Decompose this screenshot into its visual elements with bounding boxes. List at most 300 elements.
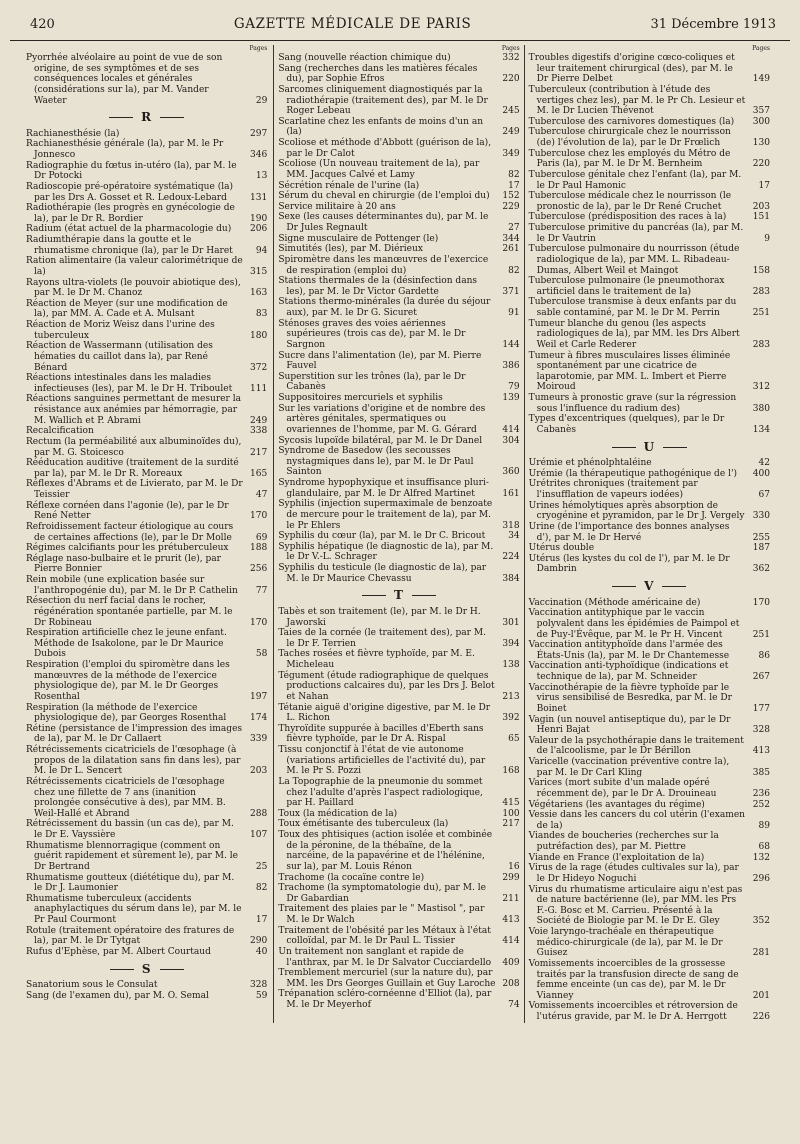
entry-title: Sang (recherches dans les matières fécales du), par Sophie Efros xyxy=(278,63,478,85)
entry-page-number: 27 xyxy=(508,223,520,233)
entry-page-number: 414 xyxy=(502,424,520,435)
entry-title: Rééducation auditive (traitement de la surdité par la), par M. le Dr R. Moreaux xyxy=(26,458,239,479)
section-letter: V xyxy=(529,581,770,592)
entry-title: La Topographie de la pneumonie du sommet chez l'adulte d'après l'aspect radiologique, par H. Paillard xyxy=(278,776,483,809)
index-entry xyxy=(278,276,519,297)
entry-page-number: 9 xyxy=(764,233,770,244)
entry-title: Radioscopie pré-opératoire systématique (la) par les Drs A. Gosset et R. Ledoux-Lebard xyxy=(26,181,234,203)
entry-page-number: 65 xyxy=(508,734,520,745)
index-entry xyxy=(278,499,519,531)
index-entry xyxy=(278,777,519,809)
entry-title: Tuberculose génitale chez l'enfant (la), par M. le Dr Paul Hamonic xyxy=(528,169,742,191)
index-entry xyxy=(26,660,267,703)
entry-title: Trachome (la cocaïne contre le) xyxy=(278,872,425,883)
index-entry xyxy=(26,522,267,543)
pages-column-label: Pages xyxy=(501,45,520,52)
index-entry xyxy=(26,745,267,777)
entry-page-number: 47 xyxy=(255,490,268,500)
entry-page-number: 281 xyxy=(752,948,770,959)
index-entry xyxy=(26,628,267,660)
index-entry xyxy=(529,683,770,715)
index-entry xyxy=(529,319,770,351)
entry-page-number: 201 xyxy=(752,990,770,1001)
entry-title: Urines hémolytiques après absorption de cryogénine et pyramidon, par le Dr J. Vergely xyxy=(528,500,745,522)
entry-title: Tuberculose des carnivores domestiques (la) xyxy=(528,116,735,127)
index-entry xyxy=(278,745,519,777)
entry-title: Réactions intestinales dans les maladies infectieuses (les), par M. le Dr H. Triboulet xyxy=(26,373,233,394)
entry-title: Tuberculeux (contribution à l'étude des vertiges chez les), par M. le Pr Ch. Lesieur et M. le Dr Lucien Thévenot xyxy=(528,84,746,117)
entry-page-number: 296 xyxy=(752,873,770,884)
entry-title: Tuberculose pulmonaire du nourrisson (étude radiologique de la), par MM. L. Ribadeau-Dumas, Albert Weil et Maingot xyxy=(528,244,740,276)
index-entry xyxy=(529,244,770,276)
entry-page-number: 330 xyxy=(752,511,770,522)
entry-title: Radiothérapie (les progrès en gynécologie de la), par le Dr R. Bordier xyxy=(26,203,235,224)
entry-title: Tuberculose (prédisposition des races à la) xyxy=(528,212,727,223)
entry-page-number: 168 xyxy=(502,766,520,777)
entry-page-number: 40 xyxy=(255,946,268,957)
entry-title: Toux émétisante des tuberculeux (la) xyxy=(278,819,449,830)
entry-page-number: 208 xyxy=(502,978,520,989)
index-entry xyxy=(26,341,267,373)
entry-page-number: 304 xyxy=(502,435,520,446)
entry-title: Toux des phtisiques (action isolée et combinée de la péronine, de la thébaïne, de la narcéine, de la papavérine et de l'hélénine, sur la), par M. Louis Rénon xyxy=(278,830,493,872)
entry-page-number: 139 xyxy=(502,393,520,403)
index-entry xyxy=(26,224,267,235)
index-entry xyxy=(529,469,770,480)
entry-page-number: 251 xyxy=(752,308,770,318)
entry-title: Utérus (les kystes du col de l'), par M. le Dr Dambrin xyxy=(528,553,730,575)
entry-title: Résection du nerf facial dans le rocher, régénération spontanée partielle, par M. le Dr Robineau xyxy=(26,596,233,628)
index-entry xyxy=(278,53,519,64)
entry-title: Rachianesthésie générale (la), par M. le Pr Jonnesco xyxy=(26,139,224,160)
entry-page-number: 224 xyxy=(502,552,520,563)
index-entry xyxy=(26,426,267,437)
index-entry xyxy=(26,437,267,458)
entry-title: Rétrécissement du bassin (un cas de), par M. le Dr E. Vayssière xyxy=(26,819,234,840)
index-entry xyxy=(278,703,519,724)
index-entry xyxy=(278,926,519,947)
entry-title: Taches rosées et fièvre typhoïde, par M. E. Micheleau xyxy=(278,649,475,670)
entry-page-number: 158 xyxy=(752,265,770,276)
entry-title: Syndrome de Basedow (les secousses nystagmiques dans le), par M. le Dr Paul Sainton xyxy=(278,446,474,478)
entry-title: Tumeur blanche du genou (les aspects radiologiques de la), par MM. les Drs Albert Weil et Carle Rederer xyxy=(528,318,740,350)
index-entry xyxy=(26,777,267,820)
index-columns xyxy=(10,45,790,1023)
entry-page-number: 328 xyxy=(250,980,268,991)
entry-page-number: 415 xyxy=(502,798,520,809)
entry-page-number: 170 xyxy=(250,511,268,522)
entry-title: Sérum du cheval en chirurgie (de l'emploi du) xyxy=(278,191,490,202)
entry-page-number: 161 xyxy=(502,488,520,499)
index-entry xyxy=(26,980,267,991)
index-entry xyxy=(278,297,519,318)
entry-page-number: 249 xyxy=(250,415,268,426)
index-entry xyxy=(26,841,267,873)
entry-page-number: 392 xyxy=(502,713,520,724)
entry-title: Vaccination antityphoïde dans l'armée des États-Unis (la), par M. le Dr Chantemesse xyxy=(528,640,730,661)
index-entry xyxy=(26,926,267,947)
entry-title: Réaction de Wassermann (utilisation des hématies du caillot dans la), par René Bénard xyxy=(26,341,213,373)
entry-title: Syphilis du cœur (la), par M. le Dr C. Bricout xyxy=(278,531,486,542)
entry-page-number: 130 xyxy=(752,138,770,148)
pages-column-label: Pages xyxy=(249,45,268,52)
entry-title: Sur les variations d'origine et de nombre des artères génitales, spermatiques ou ovariennes de l'homme, par M. G. Gérard xyxy=(278,403,486,435)
entry-page-number: 77 xyxy=(255,585,268,596)
index-entry xyxy=(26,203,267,224)
entry-title: Syndrome hypophyxique et insuffisance pluri-glandulaire, par M. le Dr Alfred Martinet xyxy=(278,478,489,499)
entry-title: Respiration (la méthode de l'exercice physiologique de), par Georges Rosenthal xyxy=(26,702,227,724)
entry-page-number: 413 xyxy=(502,915,520,925)
entry-page-number: 197 xyxy=(250,691,268,702)
page-header xyxy=(10,16,790,41)
entry-title: Sécrétion rénale de l'urine (la) xyxy=(278,180,420,191)
index-entry xyxy=(278,628,519,649)
entry-title: Sténoses graves des voies aériennes supérieures (trois cas de), par M. le Dr Sargnon xyxy=(278,318,466,350)
index-entry xyxy=(529,640,770,661)
index-entry xyxy=(529,276,770,297)
index-entry xyxy=(529,554,770,575)
entry-title: Radium (état actuel de la pharmacologie du) xyxy=(26,224,232,235)
entry-page-number: 170 xyxy=(250,617,268,628)
entry-title: Réflexe cornéen dans l'agonie (le), par le Dr René Netter xyxy=(26,500,229,522)
section-letter: T xyxy=(278,590,519,601)
entry-title: Syphilis (injection supermaximale de benzoate de mercure pour le traitement de la), par M. le Pr Ehlers xyxy=(278,499,493,531)
entry-title: Types d'excentriques (quelques), par le Dr Cabanès xyxy=(528,414,725,435)
index-entry xyxy=(529,715,770,736)
entry-title: Trachome (la symptomatologie du), par M. le Dr Gabardian xyxy=(278,883,486,904)
index-entry xyxy=(278,191,519,202)
index-entry xyxy=(26,129,267,140)
index-entry xyxy=(278,319,519,351)
entry-title: Sang (de l'examen du), par M. O. Semal xyxy=(26,990,209,1001)
entry-page-number: 312 xyxy=(752,382,770,393)
index-column-3 xyxy=(524,45,790,1023)
index-entry xyxy=(529,117,770,128)
index-entry xyxy=(529,212,770,223)
index-entry xyxy=(529,778,770,799)
entry-page-number: 107 xyxy=(250,830,268,840)
entry-page-number: 180 xyxy=(250,330,268,341)
entry-page-number: 318 xyxy=(502,520,520,531)
index-entry xyxy=(26,256,267,277)
entry-title: Recalcification xyxy=(26,426,94,437)
entry-title: Tumeurs à pronostic grave (sur la régression sous l'influence du radium des) xyxy=(528,393,737,414)
entry-title: Varices (mort subite d'un malade opéré récemment de), par le Dr A. Drouineau xyxy=(528,778,717,799)
journal-title: GAZETTE MÉDICALE DE PARIS xyxy=(233,16,472,32)
index-entry xyxy=(278,819,519,830)
index-entry xyxy=(278,255,519,276)
entry-title: Végétariens (les avantages du régime) xyxy=(528,799,705,810)
index-entry xyxy=(26,543,267,554)
entry-page-number: 255 xyxy=(752,532,770,543)
entry-title: Tuberculose médicale chez le nourrisson (le pronostic de la), par le Dr René Cruchet xyxy=(528,191,732,212)
index-entry xyxy=(278,446,519,478)
index-entry xyxy=(26,161,267,182)
index-entry xyxy=(529,149,770,170)
entry-page-number: 288 xyxy=(250,808,268,819)
entry-page-number: 371 xyxy=(502,286,520,297)
index-entry xyxy=(278,531,519,542)
section-letter: R xyxy=(26,112,267,123)
index-entry xyxy=(278,212,519,233)
index-entry xyxy=(529,458,770,469)
entry-page-number: 82 xyxy=(255,883,268,894)
entry-page-number: 414 xyxy=(502,936,520,947)
entry-page-number: 177 xyxy=(752,703,770,714)
entry-page-number: 384 xyxy=(502,573,520,584)
entry-title: Viandes de boucheries (recherches sur la putréfaction des), par M. Piettre xyxy=(528,831,719,852)
index-entry xyxy=(278,181,519,192)
entry-title: Spiromètre dans les manœuvres de l'exercice de respiration (emploi du) xyxy=(278,254,489,276)
index-entry xyxy=(278,649,519,670)
entry-page-number: 251 xyxy=(752,629,770,640)
entry-title: Urémie et phénolphtaléine xyxy=(528,458,652,469)
entry-title: Réglage naso-bulbaire et le prurit (le), par Pierre Bonnier xyxy=(26,553,222,575)
entry-title: Réaction de Moriz Weisz dans l'urine des tuberculeux xyxy=(26,320,215,341)
index-entry xyxy=(26,554,267,575)
index-entry xyxy=(278,883,519,904)
index-entry xyxy=(529,351,770,394)
entry-title: Stations thermales de la (désinfection dans les), par M. le Dr Victor Gardette xyxy=(278,276,478,297)
entry-title: Scoliose (Un nouveau traitement de la), par MM. Jacques Calvé et Lamy xyxy=(278,159,480,180)
index-entry xyxy=(278,159,519,180)
entry-page-number: 174 xyxy=(250,713,268,724)
entry-title: Vomissements incoercibles de la grossesse traités par la transfusion directe de sang de femme enceinte (un cas de), par M. le Dr Vianney xyxy=(528,958,739,1001)
entry-title: Tumeur à fibres musculaires lisses éliminée spontanément par une cicatrice de laparotomie, par MM. L. Imbert et Pierre Moiroud xyxy=(528,350,731,393)
entry-title: Tuberculose chez les employés du Métro de Paris (la), par M. le Dr M. Bernheim xyxy=(528,148,731,170)
entry-page-number: 362 xyxy=(752,564,770,575)
entry-title: Valeur de la psychothérapie dans le traitement de l'alcoolisme, par le Dr Bérillon xyxy=(528,735,744,757)
entry-page-number: 144 xyxy=(502,339,520,350)
index-entry xyxy=(529,608,770,640)
entry-title: Rayons ultra-violets (le pouvoir abiotique des), par M. le Dr M. Chanoz xyxy=(26,277,241,299)
entry-page-number: 217 xyxy=(502,819,520,830)
entry-page-number: 315 xyxy=(250,266,268,277)
index-entry xyxy=(529,661,770,682)
entry-title: Rhumatisme goutteux (diététique du), par M. le Dr J. Laumonier xyxy=(26,872,235,894)
index-entry xyxy=(278,372,519,393)
index-entry xyxy=(529,223,770,244)
entry-page-number: 301 xyxy=(502,617,520,628)
index-entry xyxy=(26,320,267,341)
index-entry xyxy=(278,202,519,213)
index-entry xyxy=(529,831,770,852)
entry-title: Syphilis du testicule (le diagnostic de la), par M. le Dr Maurice Chevassu xyxy=(278,563,487,584)
index-entry xyxy=(278,393,519,404)
index-entry xyxy=(26,501,267,522)
entry-title: Respiration (l'emploi du spiromètre dans les manœuvres de la méthode de l'exercice physiologique de), par M. le Dr Georges Rosenthal xyxy=(26,660,230,702)
entry-page-number: 299 xyxy=(502,872,520,883)
entry-title: Toux (la médication de la) xyxy=(278,808,398,819)
entry-title: Voie laryngo-trachéale en thérapeutique médico-chirurgicale (de la), par M. le Dr Guisez xyxy=(528,927,723,959)
entry-page-number: 409 xyxy=(502,957,520,968)
entry-title: Rein mobile (une explication basée sur l'anthropogénie du), par M. le Dr P. Cathelin xyxy=(26,575,238,596)
entry-page-number: 42 xyxy=(758,458,770,469)
index-entry xyxy=(529,501,770,522)
entry-title: Rhumatisme tuberculeux (accidents anaphylactiques du sérum dans le), par M. le Pr Paul Courmont xyxy=(26,893,242,925)
entry-title: Tuberculose chirurgicale chez le nourrisson (de) l'évolution de la), par le Dr Frœlich xyxy=(528,127,731,148)
entry-page-number: 300 xyxy=(752,116,770,127)
index-entry xyxy=(529,885,770,928)
entry-title: Virus de la rage (études cultivales sur la), par le Dr Hideyo Noguchi xyxy=(528,863,739,884)
entry-page-number: 245 xyxy=(502,106,520,117)
section-letter: S xyxy=(26,964,267,975)
entry-page-number: 344 xyxy=(502,233,520,244)
entry-page-number: 149 xyxy=(752,74,770,85)
index-entry xyxy=(278,671,519,703)
entry-title: Sycosis lupoïde bilatéral, par M. le Dr Danel xyxy=(278,435,483,446)
entry-page-number: 203 xyxy=(752,201,770,212)
index-entry xyxy=(26,139,267,160)
entry-page-number: 328 xyxy=(752,725,770,736)
entry-page-number: 151 xyxy=(752,212,770,223)
entry-title: Refroidissement facteur étiologique au cours de certaines affections (le), par le Dr Molle xyxy=(26,521,234,543)
index-entry xyxy=(26,373,267,394)
index-entry xyxy=(529,927,770,959)
entry-page-number: 386 xyxy=(502,361,520,372)
index-entry xyxy=(278,989,519,1010)
entry-page-number: 385 xyxy=(752,767,770,778)
index-entry xyxy=(278,873,519,884)
entry-title: Respiration artificielle chez le jeune enfant. Méthode de Isakolone, par le Dr Maurice Dubois xyxy=(26,628,227,660)
entry-page-number: 190 xyxy=(250,213,268,224)
entry-page-number: 349 xyxy=(502,148,520,159)
index-entry xyxy=(26,819,267,840)
index-entry xyxy=(529,1001,770,1022)
entry-page-number: 165 xyxy=(250,468,268,479)
entry-title: Radiumthérapie dans la goutte et le rhumatisme chronique (la), par le Dr Haret xyxy=(26,235,233,256)
entry-page-number: 17 xyxy=(255,915,268,925)
index-entry xyxy=(529,959,770,1002)
index-entry xyxy=(529,757,770,778)
entry-page-number: 339 xyxy=(250,734,268,745)
entry-page-number: 283 xyxy=(752,286,770,297)
entry-title: Tégument (étude radiographique de quelques productions calcaires du), par les Drs J. Belot et Nahan xyxy=(278,670,495,702)
index-entry xyxy=(529,127,770,148)
entry-page-number: 170 xyxy=(752,597,770,608)
entry-page-number: 138 xyxy=(502,660,520,670)
entry-title: Rufus d'Ephèse, par M. Albert Courtaud xyxy=(26,946,211,957)
pages-column-label: Pages xyxy=(752,45,770,52)
entry-page-number: 220 xyxy=(752,159,770,170)
index-entry xyxy=(278,351,519,372)
entry-page-number: 338 xyxy=(250,426,268,437)
entry-page-number: 59 xyxy=(255,990,268,1001)
entry-page-number: 297 xyxy=(250,128,268,139)
section-letter: U xyxy=(529,442,770,453)
entry-title: Vaccinothérapie de la fièvre typhoïde par le virus sensibilisé de Besredka, par M. le Dr Boinet xyxy=(528,682,732,714)
index-entry xyxy=(26,575,267,596)
index-entry xyxy=(278,809,519,820)
index-entry xyxy=(529,297,770,318)
entry-page-number: 58 xyxy=(255,649,268,660)
index-entry xyxy=(278,64,519,85)
entry-title: Viande en France (l'exploitation de la) xyxy=(528,852,705,863)
index-entry xyxy=(26,894,267,926)
entry-title: Urine (de l'importance des bonnes analyses d'), par M. le Dr Hervé xyxy=(528,521,730,543)
index-entry xyxy=(26,873,267,894)
entry-page-number: 100 xyxy=(502,808,520,819)
entry-page-number: 94 xyxy=(255,245,268,256)
index-entry xyxy=(529,810,770,831)
entry-page-number: 267 xyxy=(752,672,770,682)
index-entry xyxy=(529,736,770,757)
entry-title: Sarcomes cliniquement diagnostiqués par la radiothérapie (traitement des), par M. le Dr Roger Lebeau xyxy=(278,84,488,117)
entry-page-number: 357 xyxy=(752,106,770,117)
index-entry xyxy=(529,800,770,811)
index-entry xyxy=(278,85,519,117)
index-entry xyxy=(278,234,519,245)
index-entry xyxy=(278,563,519,584)
index-entry xyxy=(278,138,519,159)
entry-title: Tabès et son traitement (le), par M. le Dr H. Jaworski xyxy=(278,606,481,628)
index-entry xyxy=(26,947,267,958)
index-entry xyxy=(26,299,267,320)
page-number: 420 xyxy=(30,17,55,32)
entry-page-number: 380 xyxy=(752,403,770,414)
entry-title: Sanatorium sous le Consulat xyxy=(26,980,158,991)
entry-page-number: 290 xyxy=(250,936,268,947)
index-entry xyxy=(278,904,519,925)
entry-title: Rachianesthésie (la) xyxy=(26,128,120,139)
index-entry xyxy=(529,853,770,864)
entry-title: Signe musculaire de Pottenger (le) xyxy=(278,233,439,244)
entry-title: Sucre dans l'alimentation (le), par M. Pierre Fauvel xyxy=(278,350,482,372)
index-entry xyxy=(278,607,519,628)
entry-page-number: 111 xyxy=(250,383,268,394)
entry-title: Service militaire à 20 ans xyxy=(278,201,396,212)
entry-page-number: 400 xyxy=(752,468,770,479)
entry-page-number: 352 xyxy=(752,916,770,927)
entry-page-number: 236 xyxy=(752,788,770,799)
entry-title: Scoliose et méthode d'Abbott (guérison de la), par le Dr Calot xyxy=(278,138,492,159)
entry-title: Réaction de Meyer (sur une modification de la), par MM. A. Cade et A. Mulsant xyxy=(26,298,228,320)
index-entry xyxy=(26,458,267,479)
entry-title: Rhumatisme blennorragique (comment on guérit rapidement et sûrement le), par M. le Dr Bertrand xyxy=(26,840,238,872)
entry-title: Suppositoires mercuriels et syphilis xyxy=(278,393,443,403)
entry-page-number: 413 xyxy=(752,746,770,757)
entry-title: Vomissements incoercibles et rétroversion de l'utérus gravide, par M. le Dr A. Herrgott xyxy=(528,1001,738,1022)
entry-page-number: 134 xyxy=(752,424,770,435)
index-entry xyxy=(529,191,770,212)
index-entry xyxy=(278,830,519,873)
entry-page-number: 152 xyxy=(502,191,520,202)
issue-date: 31 Décembre 1913 xyxy=(650,17,776,32)
index-entry xyxy=(529,863,770,884)
entry-title: Radiographie du fœtus in-utéro (la), par M. le Dr Potocki xyxy=(26,160,237,182)
index-entry xyxy=(26,182,267,203)
entry-page-number: 256 xyxy=(250,564,268,575)
entry-page-number: 16 xyxy=(508,861,520,872)
index-entry xyxy=(26,991,267,1002)
index-entry xyxy=(26,53,267,106)
index-entry xyxy=(26,394,267,426)
index-entry xyxy=(529,85,770,117)
entry-page-number: 229 xyxy=(502,201,520,212)
entry-title: Tremblement mercuriel (sur la nature du), par MM. les Drs Georges Guillain et Guy Laroche xyxy=(278,968,496,989)
entry-page-number: 283 xyxy=(752,339,770,350)
index-entry xyxy=(278,724,519,745)
entry-title: Scarlatine chez les enfants de moins d'un an (la) xyxy=(278,116,484,138)
entry-page-number: 249 xyxy=(502,127,520,138)
entry-title: Tuberculose primitive du pancréas (la), par M. le Dr Vautrin xyxy=(528,223,744,244)
entry-page-number: 25 xyxy=(255,861,268,872)
entry-title: Réactions sanguines permettant de mesurer la résistance aux anémies par hémorragie, par M. Wallich et P. Abrami xyxy=(26,394,242,426)
index-entry xyxy=(26,596,267,628)
entry-page-number: 132 xyxy=(752,852,770,863)
index-entry xyxy=(278,968,519,989)
entry-title: Réflexes d'Abrams et de Livierato, par M. le Dr Teissier xyxy=(26,479,243,500)
